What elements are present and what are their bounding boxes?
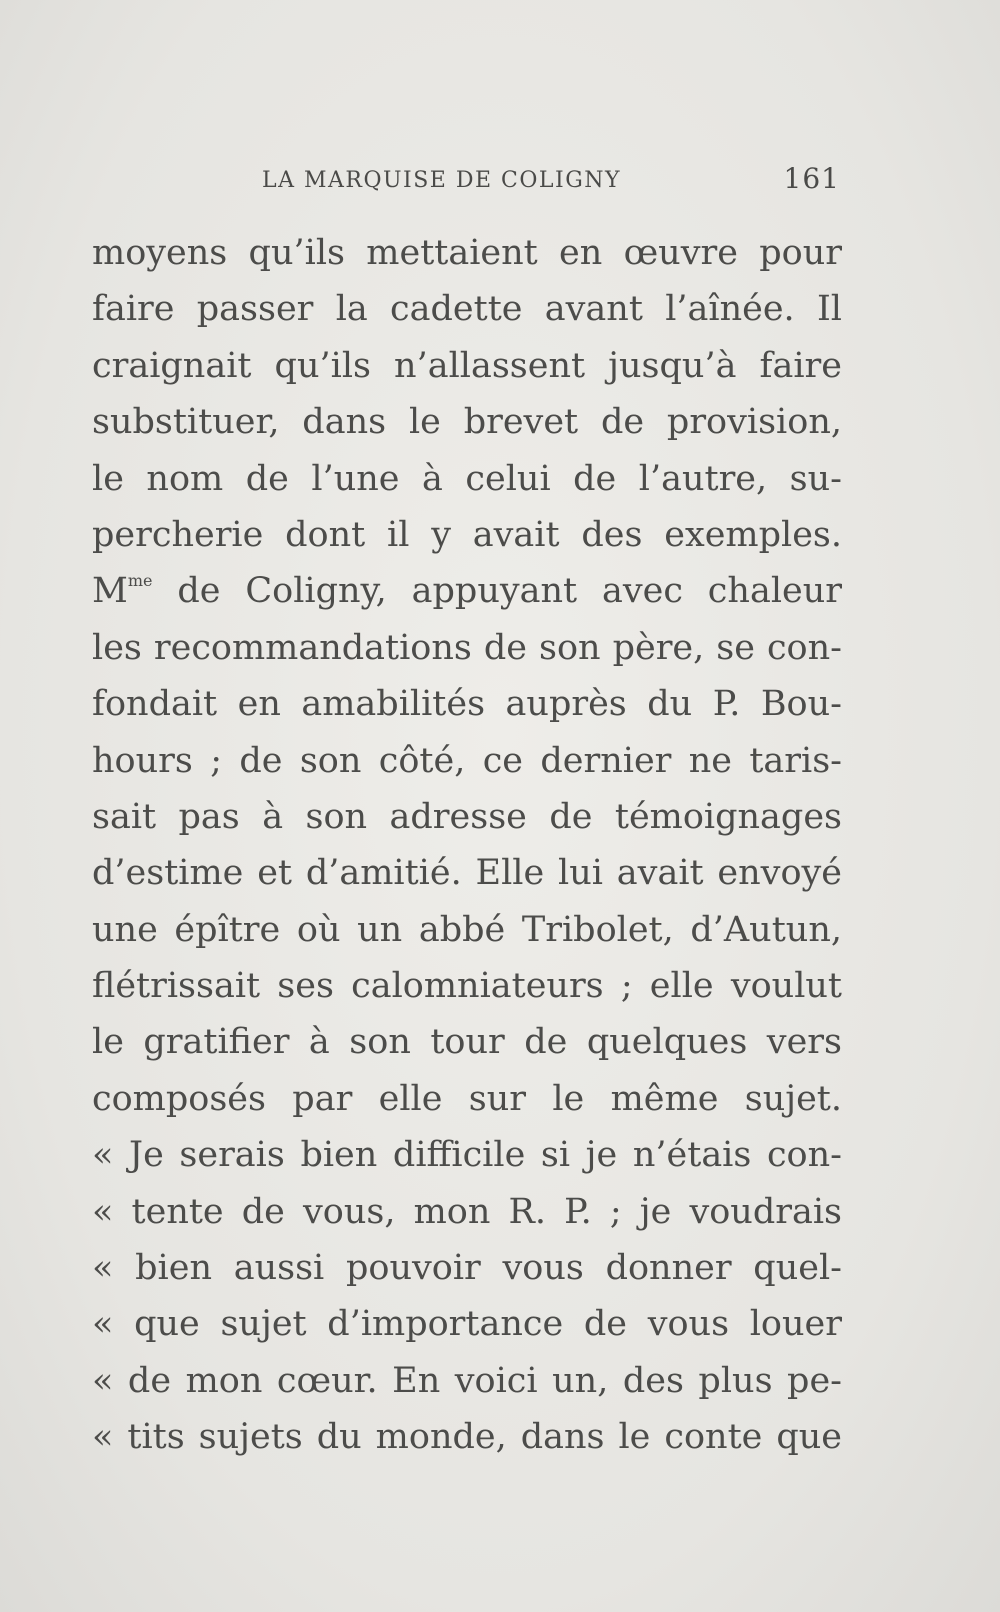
text-line: « de mon cœur. En voici un, des plus pe- [92,1360,842,1401]
text-line: les recommandations de son père, se con- [92,627,842,668]
superscript-abbrev: me [127,571,153,591]
text-line: « tente de vous, mon R. P. ; je voudrais [92,1191,842,1232]
text-line: flétrissait ses calomniateurs ; elle voulut [92,966,842,1007]
text-line: substituer, dans le brevet de provision, [92,402,842,443]
text-line: composés par elle sur le même sujet. [92,1078,842,1119]
text-line: percherie dont il y avait des exemples. [92,514,842,555]
text-line: d’estime et d’amitié. Elle lui avait envoyé [92,853,842,894]
text-line: sait pas à son adresse de témoignages [92,796,842,837]
text-line: faire passer la cadette avant l’aînée. Il [92,289,842,330]
text-line: « que sujet d’importance de vous louer [92,1304,842,1345]
running-head [262,162,840,202]
body-text [92,225,842,1466]
text-line: une épître où un abbé Tribolet, d’Autun, [92,909,842,950]
text-line: le gratifier à son tour de quelques vers [92,1022,842,1063]
line-rest: de Coligny, appuyant avec chaleur [152,571,842,612]
text-line: le nom de l’une à celui de l’autre, su- [92,458,842,499]
running-title: LA MARQUISE DE COLIGNY [262,168,622,193]
page-number: 161 [783,162,840,195]
text-line [92,563,842,619]
text-line: craignait qu’ils n’allassent jusqu’à faire [92,345,842,386]
line-prefix: M [92,571,128,612]
text-line: fondait en amabilités auprès du P. Bou- [92,684,842,725]
text-line: moyens qu’ils mettaient en œuvre pour [92,233,842,273]
text-line: « Je serais bien difficile si je n’étais con- [92,1135,842,1176]
text-line: « tits sujets du monde, dans le conte que [92,1417,842,1458]
text-line: « bien aussi pouvoir vous donner quel- [92,1248,842,1289]
text-line: hours ; de son côté, ce dernier ne taris- [92,740,842,781]
